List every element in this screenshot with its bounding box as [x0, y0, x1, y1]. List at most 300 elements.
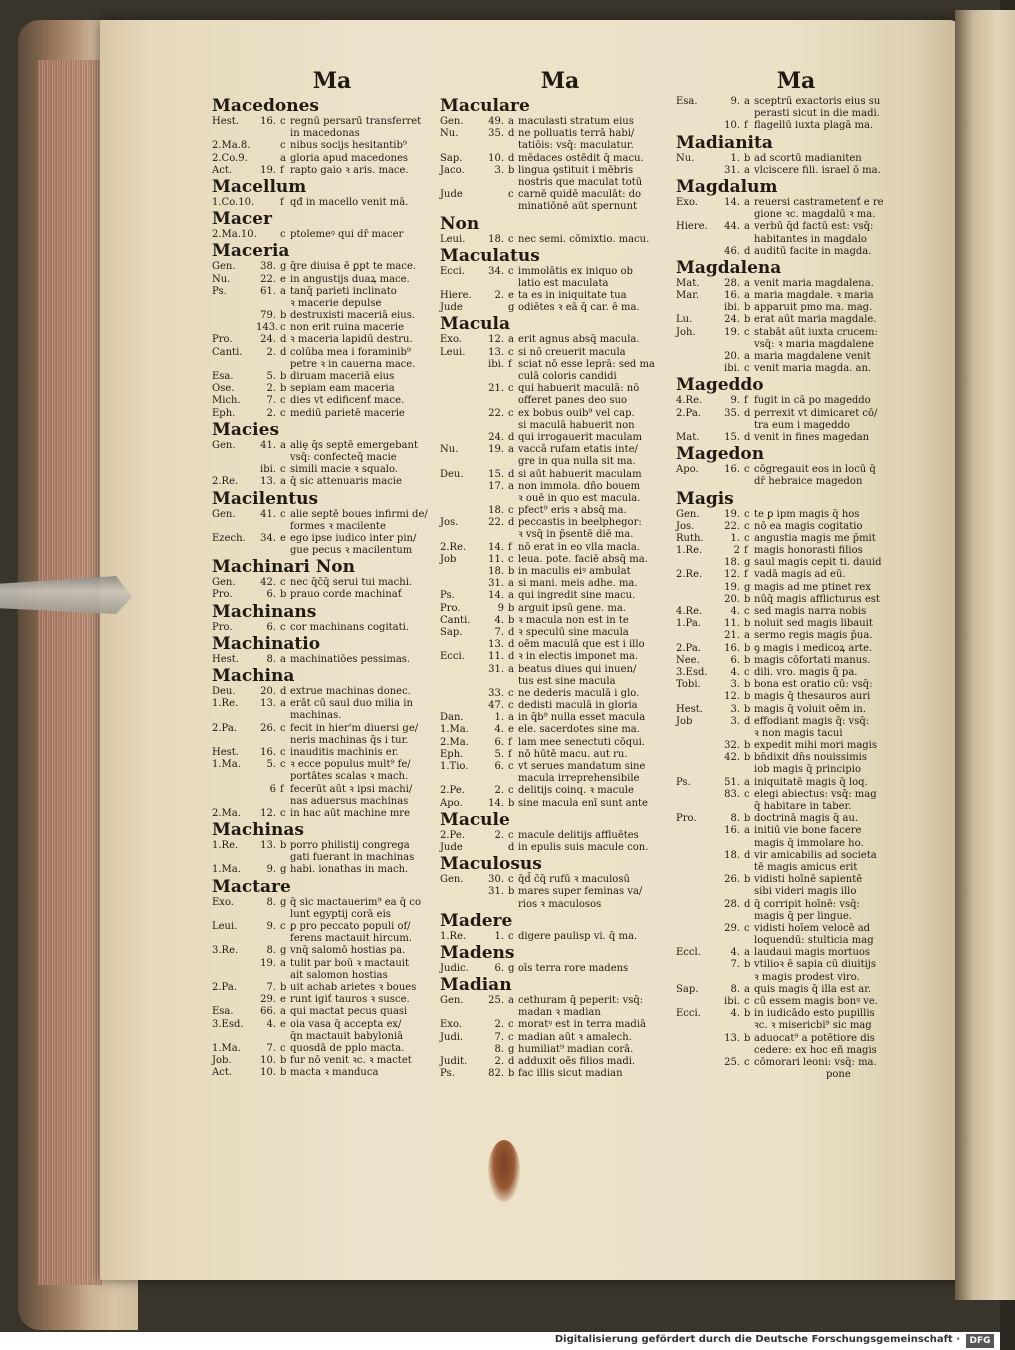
chapter-number: 2.	[494, 1056, 504, 1067]
quotation-text: dili. vro. magis q̄ pa.	[754, 666, 858, 678]
entry-heading: Non	[440, 213, 480, 234]
chapter-number: 24.	[260, 334, 276, 346]
reference-line	[440, 676, 680, 688]
section-letter: c	[280, 722, 286, 734]
chapter-number: 6.	[730, 654, 740, 666]
quotation-text: immolātis ex iniquo ob	[518, 265, 633, 277]
entry-heading: Magedon	[676, 444, 765, 465]
section-letter: c	[280, 116, 286, 127]
quotation-text: perasti sicut in die madi.	[754, 108, 880, 120]
book-reference: Sap.	[440, 152, 463, 164]
reference-line	[440, 266, 680, 278]
section-letter: b	[508, 602, 515, 614]
quotation-text: apparuit pmo ma. mag.	[754, 302, 873, 314]
reference-line	[212, 622, 452, 634]
quotation-text: q̄ sic mactauerim⁹ ea q̄ co	[290, 896, 421, 908]
book-reference: Esa.	[212, 1006, 234, 1018]
chapter-number: 7.	[494, 1031, 504, 1043]
chapter-number: 4.	[730, 606, 740, 617]
book-reference: Deu.	[212, 686, 236, 697]
book-reference: Mat.	[676, 277, 700, 289]
reference-line	[212, 1055, 452, 1067]
book-reference: 1.Pa.	[676, 618, 701, 630]
quotation-text: si nō creuerit macula	[518, 346, 626, 358]
quotation-text: moratꝰ est in terra madiā	[518, 1019, 646, 1031]
book-reference: Jude	[440, 841, 463, 853]
book-reference: Gen.	[212, 439, 236, 451]
book-reference: 2.Pa.	[212, 981, 237, 993]
section-letter: c	[280, 746, 286, 758]
quotation-text: lingua ꝯstituit i mēbris	[518, 164, 634, 176]
book-reference: 2.Pe.	[440, 785, 465, 797]
chapter-number: 14.	[488, 797, 504, 809]
quotation-text: fugit in cā po mageddo	[754, 395, 871, 407]
quotation-text: ptolemeꝰ qui dr̄ macer	[290, 229, 404, 241]
chapter-number: 16.	[260, 746, 276, 758]
chapter-number: 38.	[260, 261, 276, 273]
book-reference: 2.Co.9.	[212, 152, 248, 164]
quotation-text: quosdā de pplo macta.	[290, 1042, 405, 1054]
section-letter: a	[744, 351, 750, 362]
chapter-number: 14.	[488, 590, 504, 602]
quotation-text: offeret panes deo suo	[518, 395, 628, 407]
chapter-number: 20.	[260, 686, 276, 697]
quotation-text: macule delitijs affluētes	[518, 829, 639, 841]
book-reference: Pro.	[212, 334, 233, 346]
book-reference: 2.Re.	[440, 541, 467, 553]
section-letter: g	[280, 261, 287, 273]
section-letter: c	[744, 532, 750, 544]
book-reference: Jos.	[676, 520, 695, 532]
book-reference: Mich.	[212, 395, 241, 407]
quotation-text: habi. ionathas in mach.	[290, 864, 409, 876]
reference-line	[212, 933, 452, 945]
chapter-number: ibi.	[724, 302, 740, 314]
entry-heading: Machinatio	[212, 633, 321, 654]
section-letter: d	[508, 431, 515, 443]
reference-line	[676, 302, 916, 314]
chapter-number: 2	[733, 545, 740, 557]
section-letter: a	[508, 334, 514, 346]
reference-line	[676, 363, 916, 375]
section-letter: c	[280, 140, 286, 152]
quotation-text: cū essem magis bonꝰ ve.	[754, 996, 878, 1007]
section-letter: g	[280, 945, 287, 957]
book-reference: Esa.	[212, 371, 234, 382]
book-reference: Job.	[212, 1055, 232, 1067]
quotation-text: fac illis sicut madian	[518, 1068, 623, 1080]
reference-line	[440, 505, 680, 517]
chapter-number: 31.	[488, 663, 504, 675]
reference-line	[676, 533, 916, 545]
chapter-number: 3.	[494, 164, 504, 176]
book-reference: 3.Re.	[212, 945, 239, 957]
chapter-number: 16.	[724, 464, 740, 476]
book-reference: Judic.	[440, 962, 469, 974]
quotation-text: madan ꝛ madian	[518, 1007, 601, 1019]
book-reference: Apo.	[676, 464, 699, 476]
quotation-text: si aūt habuerit maculam	[518, 468, 642, 480]
reference-line	[212, 476, 452, 488]
section-letter: a	[744, 196, 750, 208]
book-reference: 4.Re.	[676, 606, 703, 617]
reference-line	[212, 533, 452, 545]
chapter-number: 2.	[494, 1019, 504, 1031]
book-reference: Pro.	[212, 621, 233, 633]
quotation-text: ne dederis maculā i glo.	[518, 687, 640, 699]
reference-line	[440, 383, 680, 395]
section-letter: g	[508, 962, 515, 974]
quotation-text: elegi abiectus: vsq̄: mag	[754, 788, 877, 800]
quotation-text: beatus diues qui inuen/	[518, 663, 637, 675]
book-reference: Exo.	[676, 196, 698, 208]
column-3	[676, 66, 916, 1081]
quotation-text: destruxisti maceriā eius.	[290, 310, 416, 322]
section-letter: b	[280, 589, 287, 601]
reference-line	[212, 322, 452, 334]
reference-line	[440, 899, 680, 911]
quotation-text: non erit ruina macerie	[290, 322, 405, 334]
reference-line	[676, 108, 916, 120]
section-letter: a	[280, 653, 286, 665]
reference-line	[440, 201, 680, 213]
section-letter: b	[744, 813, 751, 825]
chapter-number: 3.	[730, 703, 740, 715]
section-letter: a	[744, 290, 750, 302]
section-letter: c	[280, 322, 286, 334]
section-letter: a	[508, 590, 514, 602]
book-reference: Gen.	[212, 508, 236, 520]
quotation-text: tra eum i mageddo	[754, 419, 850, 431]
reference-line	[212, 994, 452, 1006]
section-letter: a	[280, 698, 286, 710]
reference-line	[676, 582, 916, 594]
reference-line	[676, 850, 916, 862]
chapter-number: 7.	[494, 626, 504, 638]
book-reference: Leui.	[440, 346, 466, 358]
book-reference: 2.Ma.10.	[212, 229, 257, 241]
section-letter: g	[508, 1043, 515, 1055]
quotation-text: ꝛ speculū sine macula	[518, 626, 629, 638]
reference-line	[676, 420, 916, 432]
section-letter: b	[744, 691, 751, 703]
quotation-text: vidisti hoīem velocē ad	[754, 922, 871, 934]
quotation-text: tulit par boū ꝛ mactauit	[290, 957, 410, 969]
section-letter: b	[744, 1032, 751, 1044]
section-letter: d	[508, 1056, 515, 1067]
chapter-number: 2.	[266, 346, 276, 358]
reference-line	[676, 643, 916, 655]
quotation-text: noluit sed magis libauit	[754, 618, 873, 630]
quotation-text: fecerūt aūt ꝛ ipsi machi/	[290, 783, 413, 795]
chapter-number: 41.	[260, 508, 276, 520]
chapter-number: 4.	[730, 947, 740, 959]
chapter-number: 25.	[488, 995, 504, 1007]
reference-line	[440, 737, 680, 749]
section-letter: b	[508, 566, 515, 577]
reference-line	[676, 752, 916, 764]
quotation-text: ꝛ macula non est in te	[518, 614, 629, 626]
chapter-number: 13.	[488, 639, 504, 651]
reference-line	[212, 840, 452, 852]
section-letter: f	[508, 358, 512, 370]
entry-heading: Machina	[212, 666, 295, 686]
reference-line	[212, 347, 452, 359]
book-reference: Canti.	[440, 614, 471, 626]
quotation-text: diruam maceriā eius	[290, 371, 395, 382]
chapter-number: 4.	[494, 614, 504, 626]
quotation-text: magis ad me ptinet rex	[754, 581, 871, 593]
reference-line	[440, 639, 680, 651]
chapter-number: 7.	[266, 395, 276, 407]
section-letter: g	[744, 557, 751, 569]
quotation-text: portātes scalas ꝛ mach.	[290, 771, 409, 783]
quotation-text: dr̄ hebraice magedon	[754, 476, 863, 488]
quotation-text: qui ingredit sine macu.	[518, 590, 636, 602]
book-reference: Ps.	[676, 776, 691, 788]
catchword: pone	[826, 1069, 851, 1081]
entry-heading: Maculosus	[440, 854, 542, 875]
reference-line	[212, 589, 452, 601]
section-letter: d	[508, 626, 515, 638]
chapter-number: 1.	[730, 532, 740, 544]
quotation-text: neris machinas q̄s i tur.	[290, 734, 409, 746]
reference-line	[440, 165, 680, 177]
reference-line	[440, 785, 680, 797]
section-letter: c	[508, 874, 514, 886]
reference-line	[440, 542, 680, 554]
reference-line	[212, 759, 452, 771]
column-1-entries	[212, 96, 452, 1079]
book-reference: 2.Re.	[676, 569, 703, 581]
chapter-number: 83.	[724, 788, 740, 800]
book-reference: Exo.	[212, 896, 234, 908]
chapter-number: 18.	[488, 233, 504, 245]
reference-line	[440, 749, 680, 761]
book-reference: Hest.	[212, 116, 239, 127]
reference-line	[440, 444, 680, 456]
chapter-number: 47.	[488, 700, 504, 712]
quotation-text: vsq̄: confecteq̄ macie	[290, 451, 397, 463]
book-reference: Deu.	[440, 468, 464, 480]
quotation-text: machinatiōes pessimas.	[290, 653, 411, 665]
chapter-number: 31.	[488, 578, 504, 590]
section-letter: b	[508, 886, 515, 898]
quotation-text: prauo corde machinať	[290, 589, 402, 601]
chapter-number: 22.	[724, 520, 740, 532]
section-letter: f	[508, 748, 512, 760]
reference-line	[212, 334, 452, 346]
reference-line	[676, 1033, 916, 1045]
quotation-text: ꝛ vsq̄ in p̄sentē diē ma.	[518, 529, 634, 541]
reference-line	[212, 408, 452, 420]
reference-line	[440, 278, 680, 290]
quotation-text: loquendū: stulticia mag	[754, 935, 874, 947]
chapter-number: 2.	[266, 407, 276, 419]
section-letter: a	[508, 995, 514, 1007]
section-letter: g	[280, 896, 287, 908]
quotation-text: ꝯ magis i medicoꝝ arte.	[754, 642, 873, 654]
reference-line	[440, 627, 680, 639]
chapter-number: 14.	[724, 196, 740, 208]
section-letter: a	[508, 116, 514, 127]
chapter-number: 5.	[266, 759, 276, 771]
book-reference: Esa.	[676, 96, 698, 107]
section-letter: e	[280, 273, 286, 285]
chapter-number: 19.	[488, 444, 504, 456]
chapter-number: 13.	[488, 346, 504, 358]
quotation-text: vadā magis ad eū.	[754, 569, 846, 581]
section-letter: a	[744, 630, 750, 642]
section-letter: c	[508, 407, 514, 419]
section-letter: d	[744, 431, 751, 443]
running-head: Ma	[540, 68, 580, 94]
page-stain	[488, 1140, 520, 1202]
reference-line	[676, 996, 916, 1008]
chapter-number: 12.	[260, 807, 276, 819]
section-letter: c	[280, 921, 286, 932]
reference-line	[440, 1056, 680, 1068]
quotation-text: reuersi castrametenť e re	[754, 196, 884, 208]
chapter-number: 42.	[260, 577, 276, 589]
chapter-number: 9.	[730, 96, 740, 107]
reference-line	[212, 958, 452, 970]
chapter-number: 2.	[494, 290, 504, 302]
quotation-text: fecit in hier'm diuersi ge/	[290, 722, 419, 734]
reference-line	[212, 197, 452, 209]
reference-line	[212, 464, 452, 476]
reference-line	[676, 899, 916, 911]
quotation-text: ꝛ magis prodest viro.	[754, 971, 860, 983]
chapter-number: 46.	[724, 245, 740, 257]
quotation-text: latio est maculata	[518, 277, 609, 289]
catchword-line	[676, 1069, 916, 1081]
book-reference: Sap.	[676, 983, 699, 995]
chapter-number: 11.	[488, 651, 504, 663]
section-letter: b	[508, 797, 515, 809]
quotation-text: vsq̄: ꝛ maria magdalene	[754, 338, 874, 350]
book-reference: Joh.	[676, 326, 696, 338]
section-letter: c	[744, 666, 750, 678]
chapter-number: 19.	[260, 957, 276, 969]
reference-line	[676, 476, 916, 488]
book-reference: Jude	[440, 302, 463, 314]
quotation-text: pfect⁹ eris ꝛ absq̄ ma.	[518, 505, 627, 517]
chapter-number: 6.	[494, 736, 504, 748]
section-letter: c	[280, 621, 286, 633]
quotation-text: colūba mea i foraminib⁹	[290, 346, 411, 358]
quotation-text: nostris que maculat totū	[518, 176, 643, 188]
quotation-text: regnū persarū transferret	[290, 116, 422, 127]
entry-heading: Mageddo	[676, 375, 764, 396]
reference-line	[440, 963, 680, 975]
reference-line	[212, 897, 452, 909]
quotation-text: mares super feminas va/	[518, 886, 643, 898]
quotation-text: angustia magis me p̄mit	[754, 532, 876, 544]
quotation-text: saul magis cepit ti. dauid	[754, 557, 882, 569]
section-letter: c	[744, 508, 750, 520]
book-reference: Jaco.	[440, 164, 465, 176]
reference-line	[676, 838, 916, 850]
quotation-text: ꝛ non magis tacui	[754, 727, 843, 739]
quotation-text: in macedonas	[290, 128, 360, 140]
reference-line	[212, 771, 452, 783]
quotation-text: effodiant magis q̄: vsq̄:	[754, 715, 870, 727]
chapter-number: 11.	[488, 553, 504, 565]
reference-line	[440, 830, 680, 842]
section-letter: b	[744, 654, 751, 666]
reference-line	[440, 566, 680, 578]
quotation-text: machinas.	[290, 710, 342, 722]
book-reference: Leui.	[440, 233, 466, 245]
chapter-number: 10.	[260, 1055, 276, 1067]
book-reference: 1.Ma.	[440, 724, 469, 736]
reference-line	[212, 921, 452, 933]
section-letter: g	[508, 302, 515, 314]
chapter-number: 51.	[724, 776, 740, 788]
section-letter: c	[508, 189, 514, 201]
quotation-text: sermo regis magis p̄ua.	[754, 630, 873, 642]
chapter-number: 19.	[724, 508, 740, 520]
quotation-text: dedisti maculā in gloria	[518, 700, 638, 712]
quotation-text: sine macula enī sunt ante	[518, 797, 648, 809]
reference-line	[676, 327, 916, 339]
entry-heading: Maceria	[212, 241, 290, 262]
running-head: Ma	[312, 68, 352, 94]
chapter-number: 8.	[266, 945, 276, 957]
reference-line	[212, 710, 452, 722]
section-letter: b	[744, 679, 751, 691]
reference-line	[212, 545, 452, 557]
chapter-number: 10.	[260, 1067, 276, 1079]
quotation-text: qui habuerit maculā: nō	[518, 383, 640, 395]
section-letter: a	[280, 152, 286, 164]
section-letter: f	[280, 196, 284, 208]
section-letter: b	[744, 740, 751, 752]
quotation-text: sed magis narra nobis	[754, 606, 867, 617]
section-letter: e	[508, 724, 514, 736]
reference-line	[212, 982, 452, 994]
quotation-text: digere paulisp vi. q̄ ma.	[518, 930, 638, 942]
quotation-text: oia vasa q̄ accepta ex/	[290, 1018, 402, 1030]
quotation-text: nūq̄ magis afflicturus est	[754, 593, 880, 605]
reference-line	[212, 509, 452, 521]
chapter-number: ibi.	[488, 358, 504, 370]
quotation-text: in maculis eiꝰ ambulat	[518, 566, 631, 577]
quotation-text: magis honorasti filios	[754, 545, 863, 557]
quotation-text: madian aūt ꝛ amalech.	[518, 1031, 632, 1043]
reference-line	[212, 371, 452, 383]
reference-line	[440, 481, 680, 493]
section-letter: c	[508, 930, 514, 942]
book-reference: Gen.	[212, 261, 236, 273]
reference-line	[676, 221, 916, 233]
entry-heading: Macer	[212, 209, 272, 230]
quotation-text: tanq̄ parieti inclinato	[290, 285, 397, 297]
reference-line	[676, 1008, 916, 1020]
chapter-number: 34.	[260, 532, 276, 544]
book-reference: 1.Re.	[212, 698, 239, 710]
section-letter: b	[280, 840, 287, 852]
section-letter: g	[280, 864, 287, 876]
reference-line	[440, 700, 680, 712]
section-letter: a	[508, 663, 514, 675]
section-letter: b	[744, 959, 751, 971]
section-letter: c	[744, 922, 750, 934]
quotation-text: nō hūtē macu. aut ru.	[518, 748, 628, 760]
quotation-text: ta es in iniquitate tua	[518, 290, 627, 302]
quotation-text: iniquitatē magis q̄ loq.	[754, 776, 868, 788]
